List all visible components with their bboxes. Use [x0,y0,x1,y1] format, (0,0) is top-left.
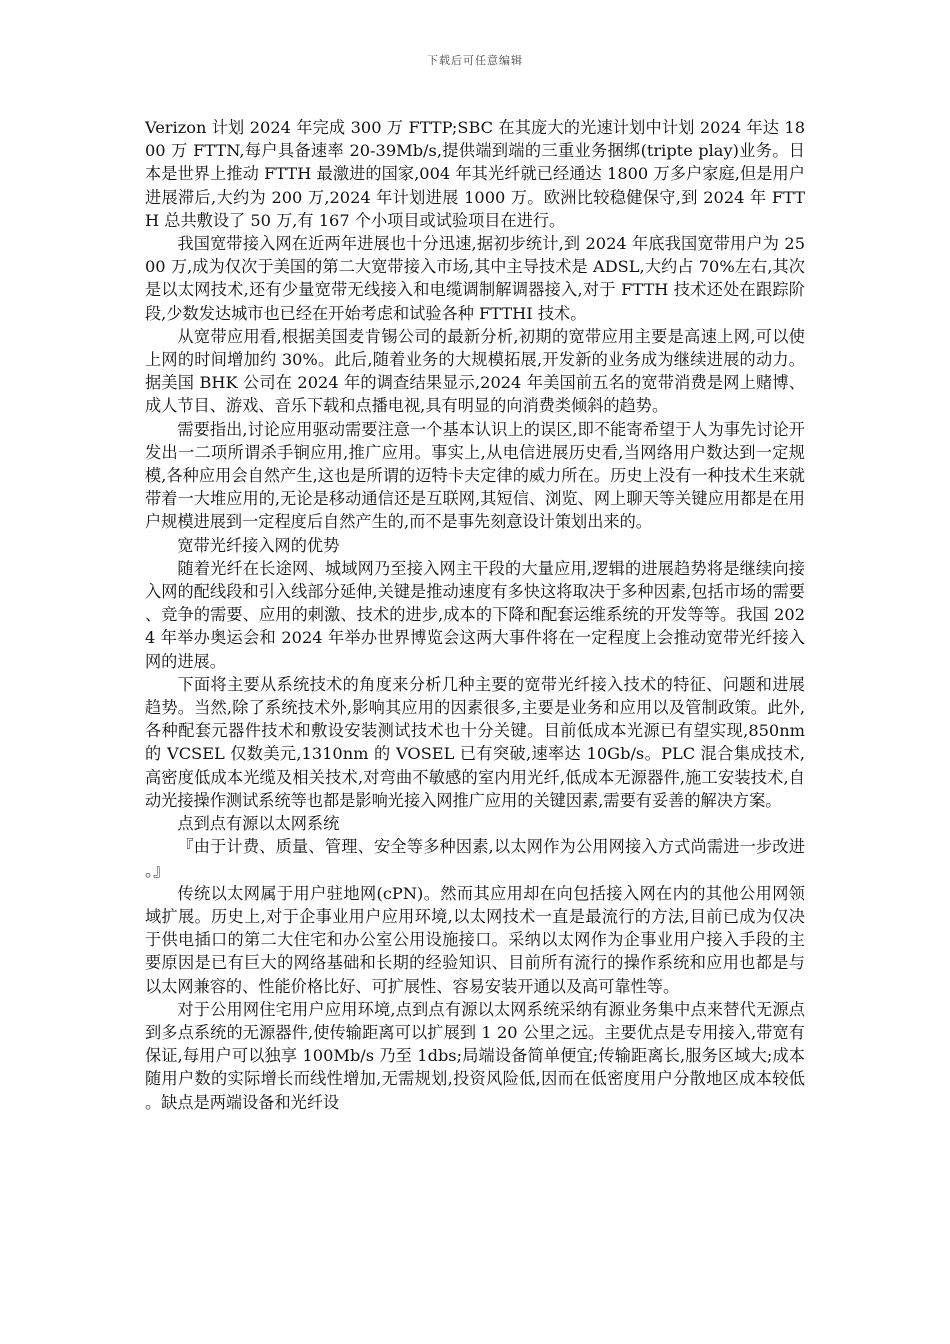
paragraph-fiber-trend: 随着光纤在长途网、城域网乃至接入网主干段的大量应用,逻辑的进展趋势将是继续向接入网的配线段和引入线部分延伸,关键是推动速度有多快这将取决于多种因素,包括市场的需要、竞争的需要、应用的刺激、技术的进步,成本的下降和配套运维系统的开发等等。我国 2024 年举办奥运会和 2024 年举办世界博览会这两大事件将在一定程度上会推动宽带光纤接入网的进展。 [145,558,805,671]
paragraph-application-driven-misconception: 需要指出,讨论应用驱动需要注意一个基本认识上的误区,即不能寄希望于人为事先讨论开发出一二项所谓杀手锏应用,推广应用。事实上,从电信进展历史看,当网络用户数达到一定规模,各种应用会自然产生,这也是所谓的迈特卡夫定律的威力所在。历史上没有一种技术生来就带着一大堆应用的,无论是移动通信还是互联网,其短信、浏览、网上聊天等关键应用都是在用户规模进展到一定程度后自然产生的,而不是事先刻意设计策划出来的。 [145,419,805,532]
paragraph-system-technology: 下面将主要从系统技术的角度来分析几种主要的宽带光纤接入技术的特征、问题和进展趋势。当然,除了系统技术外,影响其应用的因素很多,主要是业务和应用以及管制政策。此外,各种配套元器件技术和敷设安装测试技术也十分关键。目前低成本光源已有望实现,850nm 的 VCSEL 仅数美元,1310nm 的 VOSEL 已有突破,速率达 10Gb/s。PLC 混合集成技术,高密度低成本光缆及相关技术,对弯曲不敏感的室内用光纤,低成本无源器件,施工安装技术,自动光接操作测试系统等也都是影响光接入网推广应用的关键因素,需要有妥善的解决方案。 [145,674,805,810]
document-body [145,116,805,1114]
section-heading-p2p-ethernet: 点到点有源以太网系统 [177,814,340,834]
section-heading-fiber-advantages: 宽带光纤接入网的优势 [177,535,340,555]
paragraph-china-broadband: 我国宽带接入网在近两年进展也十分迅速,据初步统计,到 2024 年底我国宽带用户为 2500 万,成为仅次于美国的第二大宽带接入市场,其中主导技术是 ADSL,大约占 70%左右,其次是以太网技术,还有少量宽带无线接入和电缆调制解调器接入,对于 FTTH 技术还处在跟踪阶段,少数发达城市也已经在开始考虑和试验各种 FTTHI 技术。 [145,234,805,323]
paragraph-traditional-ethernet: 传统以太网属于用户驻地网(cPN)。然而其应用却在向包括接入网在内的其他公用网领域扩展。历史上,对于企事业用户应用环境,以太网技术一直是最流行的方法,目前已成为仅决于供电插口的第二大住宅和办公室公用设施接口。采纳以太网作为企事业用户接入手段的主要原因是已有巨大的网络基础和长期的经验知识、目前所有流行的操作系统和应用也都是与以太网兼容的、性能价格比好、可扩展性、容易安装开通以及高可靠性等。 [145,883,805,996]
page-header: 下载后可任意编辑 [427,54,523,67]
paragraph-verizon-sbc-japan-europe: Verizon 计划 2024 年完成 300 万 FTTP;SBC 在其庞大的光速计划中计划 2024 年达 1800 万 FTTN,每户具备速率 20-39Mb/s,提供端到端的三重业务捆绑(triptе play)业务。日本是世界上推动 FTTH 最激进的国家,004 年其光纤就已经通达 1800 万多户家庭,但是用户进展滞后,大约为 200 万,2024 年计划进展 1000 万。欧洲比较稳健保守,到 2024 年 FTTH 总共敷设了 50 万,有 167 个小项目或试验项目在进行。 [145,118,805,230]
paragraph-broadband-applications: 从宽带应用看,根据美国麦肯锡公司的最新分析,初期的宽带应用主要是高速上网,可以使上网的时间增加约 30%。此后,随着业务的大规模拓展,开发新的业务成为继续进展的动力。据美国 BHK 公司在 2024 年的调查结果显示,2024 年美国前五名的宽带消费是网上赌博、成人节目、游戏、音乐下载和点播电视,具有明显的向消费类倾斜的趋势。 [145,326,805,416]
paragraph-residential-ethernet: 对于公用网住宅用户应用环境,点到点有源以太网系统采纳有源业务集中点来替代无源点到多点系统的无源器件,使传输距离可以扩展到 1 20 公里之远。主要优点是专用接入,带宽有保证,每用户可以独享 100Mb/s 乃至 1dbs;局端设备简单便宜;传输距离长,服务区域大;成本随用户数的实际增长而线性增加,无需规划,投资风险低,因而在低密度用户分散地区成本较低。缺点是两端设备和光纤设 [145,999,805,1112]
paragraph-ethernet-note: 『由于计费、质量、管理、安全等多种因素,以太网作为公用网接入方式尚需进一步改进。』 [145,837,805,880]
